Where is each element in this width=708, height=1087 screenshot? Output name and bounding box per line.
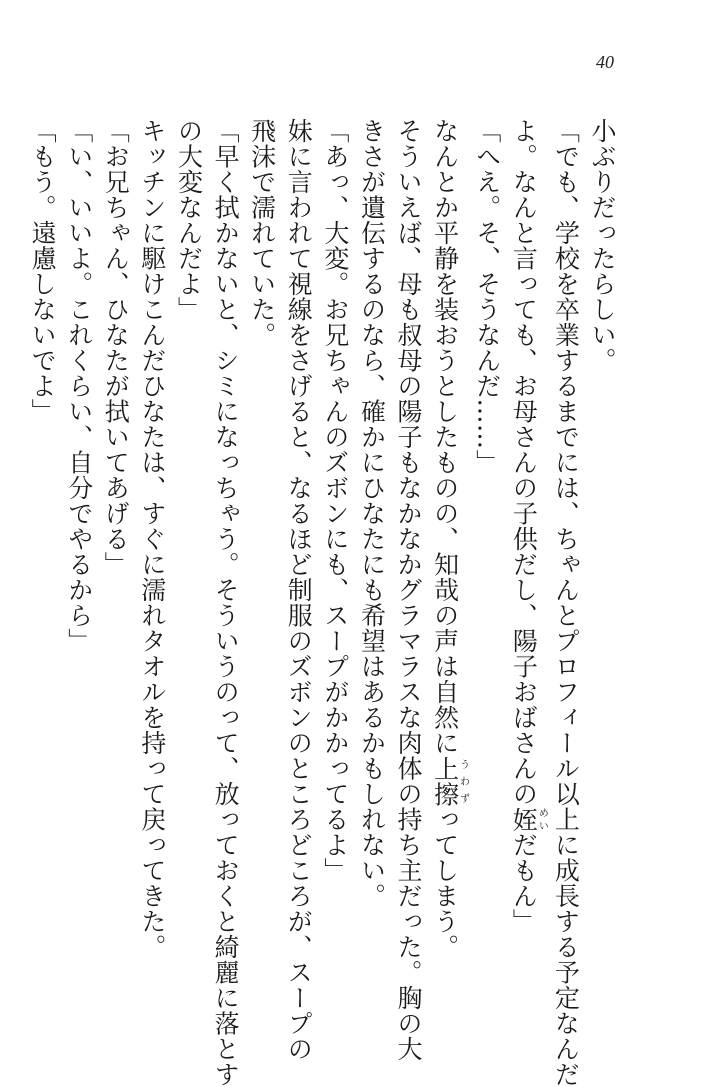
text-line [505,118,547,998]
text-line: キッチンに駆けこんだひなたは、すぐに濡れタオルを持って戻ってきた。 [137,118,167,960]
text-line: そういえば、母も叔母の陽子もなかなかグラマラスな肉体の持ち主だった。胸の大 [394,118,424,1062]
text-line: 飛沫で濡れていた。 [247,118,277,348]
text-line: きさが遺伝するのなら、確かにひなたにも希望はあるかもしれない。 [357,118,387,909]
text-line: 小ぶりだったらしい。 [588,118,617,373]
ruby-base: 姪 [509,806,539,832]
text-segment: よ。なんと言っても、お母さんの子供だし、陽子おばさんの [509,118,539,807]
ruby-base: 上擦 [430,755,460,807]
text-line: 「へえ。そ、そうなんだ……」 [472,118,502,475]
text-line: 「でも、学校を卒業するまでには、ちゃんとプロフィール以上に成長する予定なんだ [551,118,581,1087]
text-line [426,118,468,998]
text-segment: だもん」 [509,832,539,934]
text-segment: なんとか平静を装おうとしたものの、知哉の声は自然に [430,118,460,756]
novel-text-block [24,118,621,1087]
page-number: 40 [596,52,614,72]
text-line: の大変なんだよ」 [174,118,204,322]
ruby-reading: うわず [457,755,469,807]
ruby-uwazu [430,755,469,807]
ruby-mei [509,806,548,833]
text-segment: ってしまう。 [430,806,460,960]
text-line: 「早く拭かないと、シミになっちゃう。そういうのって、放っておくと綺麗に落とす [211,118,241,1087]
text-line: 「い、いいよ。これくらい、自分でやるから」 [64,118,94,654]
text-line: 「もう。遠慮しないでよ」 [28,118,58,424]
text-line: 「あっ、大変。お兄ちゃんのズボンにも、スープがかかってるよ」 [320,118,350,883]
ruby-reading: めい [536,806,548,832]
text-line: 「お兄ちゃん、ひなたが拭いてあげる」 [101,118,131,577]
text-line: 妹に言われて視線をさげると、なるほど制服のズボンのところどころが、スープの [284,118,314,1062]
